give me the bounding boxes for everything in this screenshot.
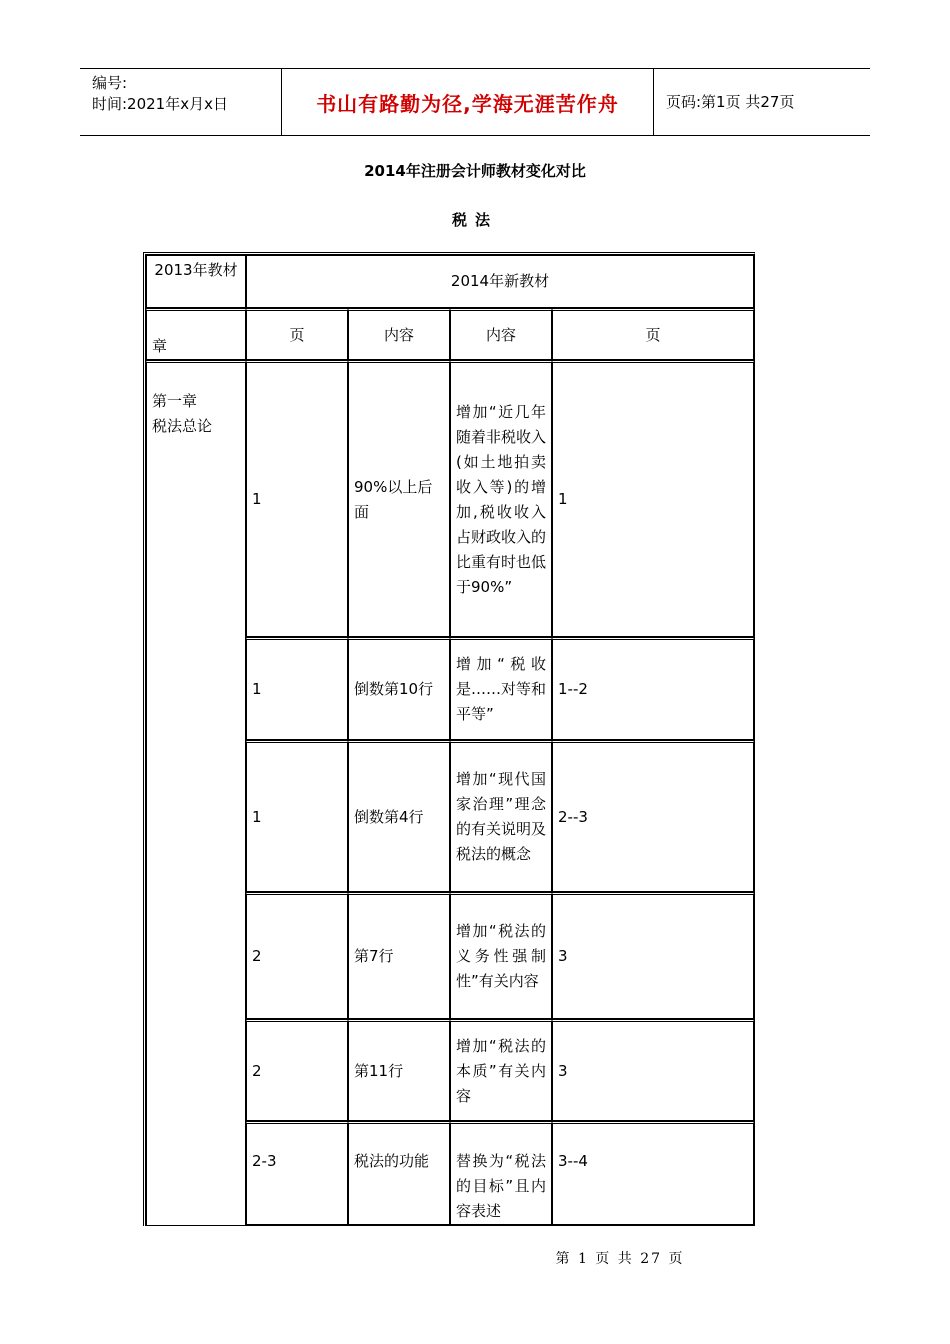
- page-old-cell: 1: [246, 360, 348, 637]
- page-new-cell: 3: [552, 1019, 754, 1121]
- content-old-cell: 第11行: [348, 1019, 450, 1121]
- content-old-cell: 税法的功能: [348, 1121, 450, 1226]
- content-new-cell: 增加“税法的本质”有关内容: [450, 1019, 552, 1121]
- document-title: 2014年注册会计师教材变化对比: [364, 162, 586, 180]
- header-2013-cell: 2013年教材: [146, 255, 246, 308]
- date-label: 时间:2021年x月x日: [92, 95, 228, 113]
- header-meta: [92, 73, 282, 115]
- content-new-cell: 增加“现代国家治理”理念的有关说明及税法的概念: [450, 740, 552, 892]
- page-new-cell: 3: [552, 892, 754, 1019]
- page-old-cell: 2-3: [246, 1121, 348, 1226]
- header-page-info: 页码:第1页 共27页: [666, 93, 795, 111]
- col-page-new-header: 页: [552, 308, 754, 360]
- serial-label: 编号:: [92, 74, 128, 92]
- header-divider: [653, 69, 654, 135]
- content-new-cell: 增加“税法的义务性强制性”有关内容: [450, 892, 552, 1019]
- header-motto: 书山有路勤为径,学海无涯苦作舟: [316, 91, 619, 116]
- content-new-cell: 增加“近几年随着非税收入(如土地拍卖收入等)的增加,税收收入占财政收入的比重有时也低于90%”: [450, 360, 552, 637]
- page-new-cell: 1--2: [552, 637, 754, 740]
- col-page-old-header: 页: [246, 308, 348, 360]
- content-old-cell: 倒数第10行: [348, 637, 450, 740]
- content-old-cell: 第7行: [348, 892, 450, 1019]
- page-old-cell: 2: [246, 1019, 348, 1121]
- page-footer: 第 1 页 共 27 页: [555, 1251, 685, 1267]
- document-subtitle: 税法: [451, 211, 498, 229]
- page-old-cell: 1: [246, 637, 348, 740]
- content-old-cell: 90%以上后面: [348, 360, 450, 637]
- chapter-cell: 第一章 税法总论: [146, 360, 246, 1226]
- col-chapter-header: 章: [146, 308, 246, 360]
- table-header-row: [146, 255, 754, 308]
- header-2014-cell: 2014年新教材: [246, 255, 754, 308]
- page-old-cell: 1: [246, 740, 348, 892]
- page-new-cell: 1: [552, 360, 754, 637]
- page-old-cell: 2: [246, 892, 348, 1019]
- content-new-cell: 替换为“税法的目标”且内容表述: [450, 1121, 552, 1226]
- content-old-cell: 倒数第4行: [348, 740, 450, 892]
- col-content-new-header: 内容: [450, 308, 552, 360]
- comparison-table: [143, 252, 755, 1226]
- page-new-cell: 3--4: [552, 1121, 754, 1226]
- page-header: [80, 68, 870, 136]
- table-row: [146, 360, 754, 637]
- content-new-cell: 增加“税收是……对等和平等”: [450, 637, 552, 740]
- col-content-old-header: 内容: [348, 308, 450, 360]
- page-new-cell: 2--3: [552, 740, 754, 892]
- table-subheader-row: [146, 308, 754, 360]
